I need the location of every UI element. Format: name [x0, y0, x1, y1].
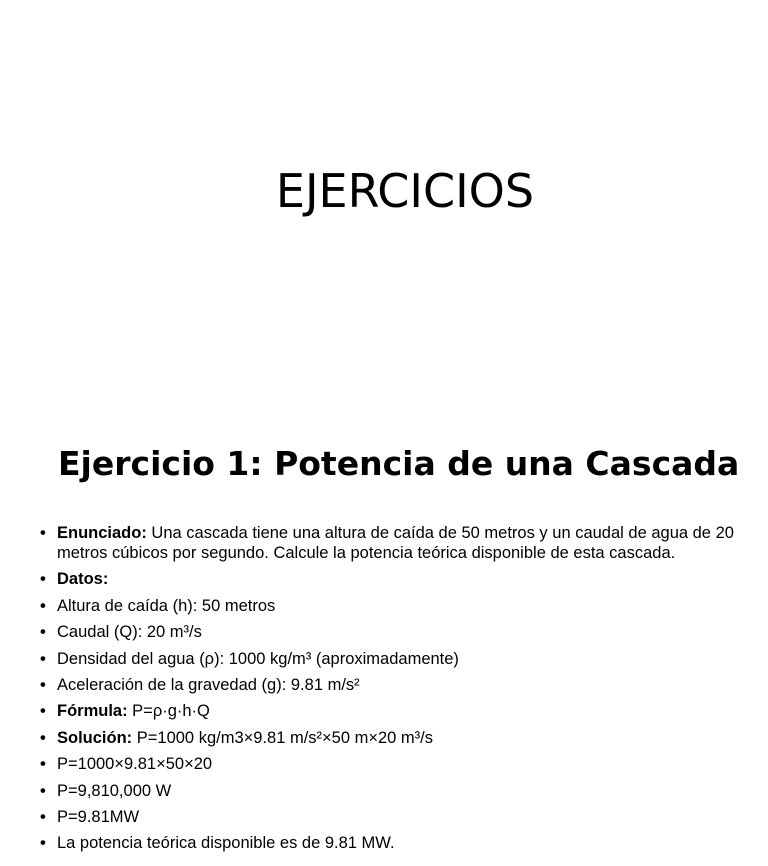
bullet-text: Una cascada tiene una altura de caída de 50 metros y un caudal de agua de 20 metros cúbicos por segundo. Calcule la potencia teórica disponible de esta cascada. — [57, 524, 734, 562]
bullet-gravedad — [40, 675, 740, 695]
bullet-calc-2 — [40, 781, 740, 801]
bullet-text: Densidad del agua (ρ): 1000 kg/m³ (aproximadamente) — [57, 649, 459, 668]
bullet-text: P=1000 kg/m3×9.81 m/s²×50 m×20 m³/s — [132, 728, 433, 747]
bullet-text: P=1000×9.81×50×20 — [57, 755, 213, 774]
bullet-densidad — [40, 649, 740, 669]
bullet-datos — [40, 569, 740, 589]
bullet-calc-1 — [40, 754, 740, 774]
bullet-list — [40, 523, 740, 860]
bullet-text: P=9.81MW — [57, 807, 140, 826]
bullet-label: Solución: — [57, 728, 133, 747]
bullet-text: Aceleración de la gravedad (g): 9.81 m/s² — [57, 675, 360, 694]
bullet-text: Caudal (Q): 20 m³/s — [57, 623, 202, 642]
bullet-label: Datos: — [57, 570, 109, 589]
bullet-text: La potencia teórica disponible es de 9.81 MW. — [57, 834, 395, 853]
bullet-formula — [40, 701, 740, 721]
bullet-conclusion — [40, 833, 740, 853]
slide-title: EJERCICIOS — [275, 164, 535, 218]
bullet-label: Fórmula: — [57, 702, 128, 721]
bullet-caudal — [40, 622, 740, 642]
bullet-calc-3 — [40, 807, 740, 827]
bullet-text: Altura de caída (h): 50 metros — [57, 596, 276, 615]
exercise-title: Ejercicio 1: Potencia de una Cascada — [58, 444, 740, 483]
bullet-enunciado — [40, 523, 740, 563]
bullet-text: P=9,810,000 W — [57, 781, 172, 800]
bullet-altura — [40, 596, 740, 616]
bullet-label: Enunciado: — [57, 524, 147, 542]
bullet-text: P=ρ·g·h·Q — [127, 702, 210, 721]
bullet-solucion — [40, 728, 740, 748]
